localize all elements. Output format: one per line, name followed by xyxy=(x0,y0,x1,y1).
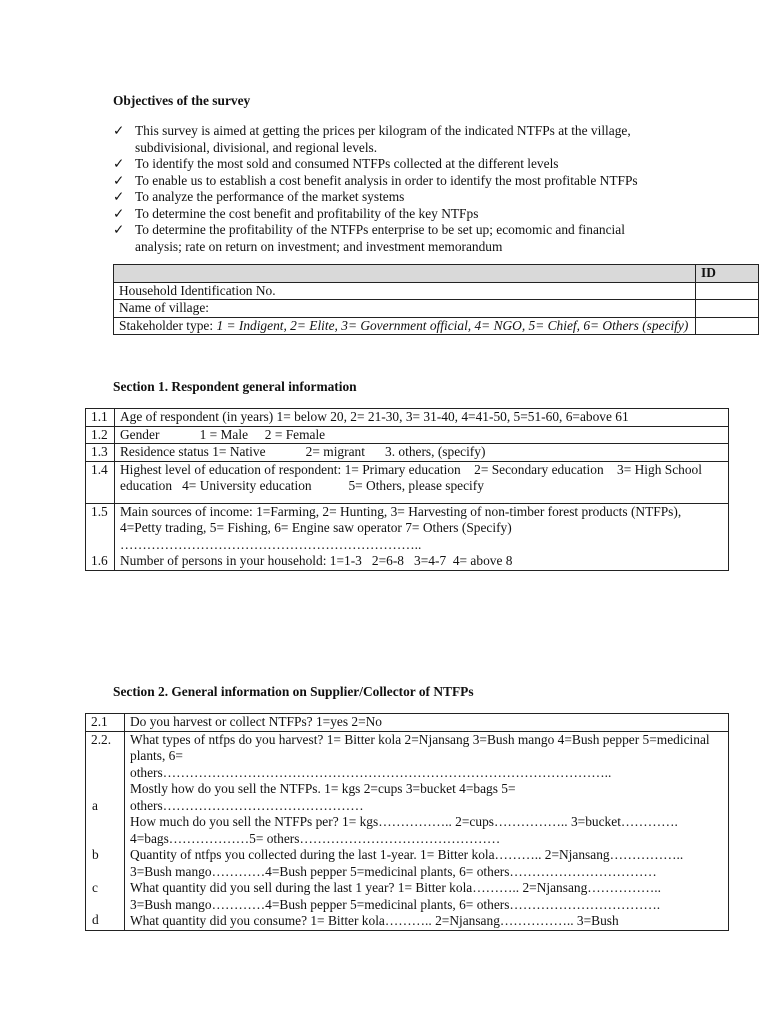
objectives-title: Objectives of the survey xyxy=(113,93,251,108)
question-text-line: 3=Bush mango…………4=Bush pepper 5=medicinal plants, 6= others……………………………. xyxy=(130,896,661,912)
village-name-label: Name of village: xyxy=(114,300,696,318)
question-text: Highest level of education of respondent: 1= Primary education 2= Secondary education 3= High School education 4= University education 5= Others, please specify xyxy=(115,461,729,503)
check-icon: ✓ xyxy=(113,189,125,204)
question-number-column xyxy=(86,731,125,930)
household-id-field[interactable] xyxy=(696,282,759,300)
question-number: 1.6 xyxy=(86,553,115,570)
question-text: Residence status 1= Native 2= migrant 3. others, (specify) xyxy=(115,444,729,462)
check-icon: ✓ xyxy=(113,156,125,171)
question-text-line: Quantity of ntfps you collected during the last 1-year. 1= Bitter kola……….. 2=Njansang…………….. xyxy=(130,847,684,862)
question-text-line: What quantity did you sell during the last 1 year? 1= Bitter kola……….. 2=Njansang…………….. xyxy=(130,880,661,895)
question-text xyxy=(115,503,729,553)
objectives-list xyxy=(113,123,663,255)
objective-item: ✓ To determine the cost benefit and profitability of the key NTFps xyxy=(113,205,479,221)
question-number: 2.2. xyxy=(91,731,112,747)
check-icon: ✓ xyxy=(113,123,125,138)
question-number: 1.3 xyxy=(86,444,115,462)
objective-item: ✓ To determine the profitability of the NTFPs enterprise to be set up; ecomomic and financial analysis; rate on return on investment; and investment memorandum xyxy=(113,222,625,254)
question-text-line: 3=Bush mango…………4=Bush pepper 5=medicinal plants, 6= others…………………………… xyxy=(130,863,657,879)
table-row xyxy=(86,444,729,462)
household-id-table xyxy=(113,264,759,335)
id-table-header-blank xyxy=(114,265,696,283)
question-text-line: Main sources of income: 1=Farming, 2= Hunting, 3= Harvesting of non-timber forest products (NTFPs), 4=Petty trading, 5= Fishing, 6= Engine saw operator 7= Others (Specify) xyxy=(120,503,682,535)
table-row xyxy=(86,503,729,553)
section2-title: Section 2. General information on Supplier/Collector of NTFPs xyxy=(113,684,474,699)
table-row xyxy=(86,409,729,427)
question-text-line: Mostly how do you sell the NTFPs. 1= kgs 2=cups 3=bucket 4=bags 5= xyxy=(130,781,516,796)
stakeholder-type-field[interactable] xyxy=(696,317,759,335)
question-number: 1.4 xyxy=(86,461,115,503)
question-text-line: others……………………………………………………………………………………….. xyxy=(130,764,612,780)
check-icon: ✓ xyxy=(113,222,125,237)
stakeholder-type-cell xyxy=(114,317,696,335)
subquestion-letter-b: b xyxy=(92,846,99,862)
question-text: Do you harvest or collect NTFPs? 1=yes 2=No xyxy=(125,714,729,732)
objective-item: ✓ To identify the most sold and consumed NTFPs collected at the different levels xyxy=(113,156,559,171)
village-name-field[interactable] xyxy=(696,300,759,318)
table-row xyxy=(86,553,729,570)
question-number: 1.1 xyxy=(86,409,115,427)
objective-item: ✓ This survey is aimed at getting the prices per kilogram of the indicated NTFPs at the village, subdivisional, divisional, and regional levels. xyxy=(113,123,631,155)
question-text: Number of persons in your household: 1=1-3 2=6-8 3=4-7 4= above 8 xyxy=(115,553,729,570)
table-row xyxy=(86,714,729,732)
table-row xyxy=(86,731,729,930)
check-icon: ✓ xyxy=(113,172,125,188)
question-text: Gender 1 = Male 2 = Female xyxy=(115,426,729,444)
question-text-line: What quantity did you consume? 1= Bitter kola……….. 2=Njansang…………….. 3=Bush xyxy=(130,913,619,928)
stakeholder-type-options: 1 = Indigent, 2= Elite, 3= Government official, 4= NGO, 5= Chief, 6= Others (specify) xyxy=(216,317,689,333)
section2-table xyxy=(85,713,729,931)
table-row xyxy=(86,426,729,444)
household-id-label: Household Identification No. xyxy=(114,282,696,300)
question-text-line: others……………………………………… xyxy=(130,797,364,813)
answer-blank-line: ………………………………………………………….. xyxy=(120,536,422,552)
question-number: 1.2 xyxy=(86,426,115,444)
subquestion-letter-c: c xyxy=(92,879,98,895)
stakeholder-type-label: Stakeholder type: xyxy=(119,317,217,333)
question-text-line: What types of ntfps do you harvest? 1= Bitter kola 2=Njansang 3=Bush mango 4=Bush pepper 5=medicinal plants, 6= xyxy=(130,731,710,763)
question-text-line: How much do you sell the NTFPs per? 1= kgs…………….. 2=cups…………….. 3=bucket…………. 4=bags………………5= others……………………………………… xyxy=(130,814,678,846)
check-icon: ✓ xyxy=(113,205,125,221)
id-column-header: ID xyxy=(696,265,759,283)
section1-title: Section 1. Respondent general information xyxy=(113,379,357,394)
question-text: Age of respondent (in years) 1= below 20, 2= 21-30, 3= 31-40, 4=41-50, 5=51-60, 6=above 61 xyxy=(115,409,729,427)
objective-item: ✓ To enable us to establish a cost benefit analysis in order to identify the most profitable NTFPs xyxy=(113,172,638,188)
question-number: 2.1 xyxy=(86,714,125,732)
section1-table xyxy=(85,408,729,571)
question-text xyxy=(125,731,729,930)
table-row xyxy=(86,461,729,503)
subquestion-letter-a: a xyxy=(92,797,98,813)
question-number: 1.5 xyxy=(86,503,115,553)
objective-item: ✓ To analyze the performance of the market systems xyxy=(113,189,405,204)
subquestion-letter-d: d xyxy=(92,911,99,927)
